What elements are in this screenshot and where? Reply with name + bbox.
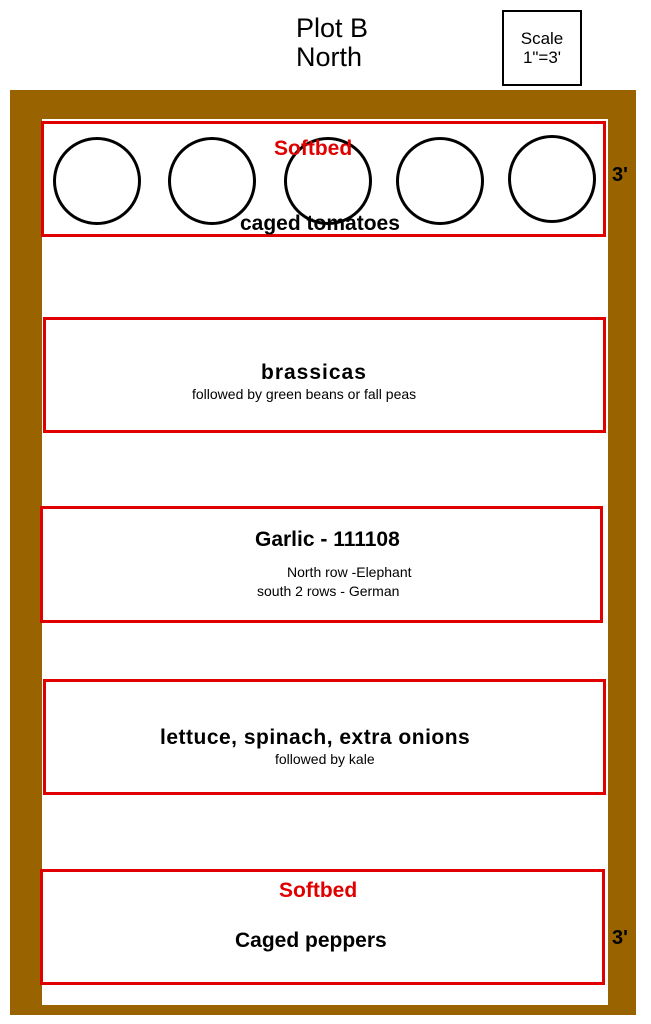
scale-label: Scale bbox=[520, 29, 564, 48]
plot-title bbox=[296, 14, 368, 72]
bed-brassicas-note: followed by green beans or fall peas bbox=[192, 386, 417, 402]
orientation-label: North bbox=[296, 42, 363, 72]
bed-peppers-label: Caged peppers bbox=[235, 929, 387, 952]
softbed-label-bottom: Softbed bbox=[279, 879, 358, 902]
bed-garlic-note-south: south 2 rows - German bbox=[257, 583, 400, 599]
tomato-cage-4 bbox=[396, 137, 484, 225]
bed-garlic-title: Garlic - 111108 bbox=[255, 528, 400, 551]
bed-lettuce-title: lettuce, spinach, extra onions bbox=[160, 726, 471, 749]
bed-top-width-label: 3' bbox=[612, 164, 628, 186]
bed-garlic-note-north: North row -Elephant bbox=[287, 564, 412, 580]
softbed-label-top: Softbed bbox=[274, 137, 353, 160]
scale-box bbox=[502, 10, 582, 86]
bed-brassicas-title: brassicas bbox=[261, 361, 367, 384]
tomato-cage-5 bbox=[508, 135, 596, 223]
bed-bottom-width-label: 3' bbox=[612, 927, 628, 949]
plot-name: Plot B bbox=[296, 13, 369, 43]
bed-lettuce-note: followed by kale bbox=[275, 751, 375, 767]
tomato-cage-1 bbox=[53, 137, 141, 225]
scale-value: 1"=3' bbox=[522, 48, 562, 67]
bed-tomatoes-label: caged tomatoes bbox=[240, 212, 400, 235]
